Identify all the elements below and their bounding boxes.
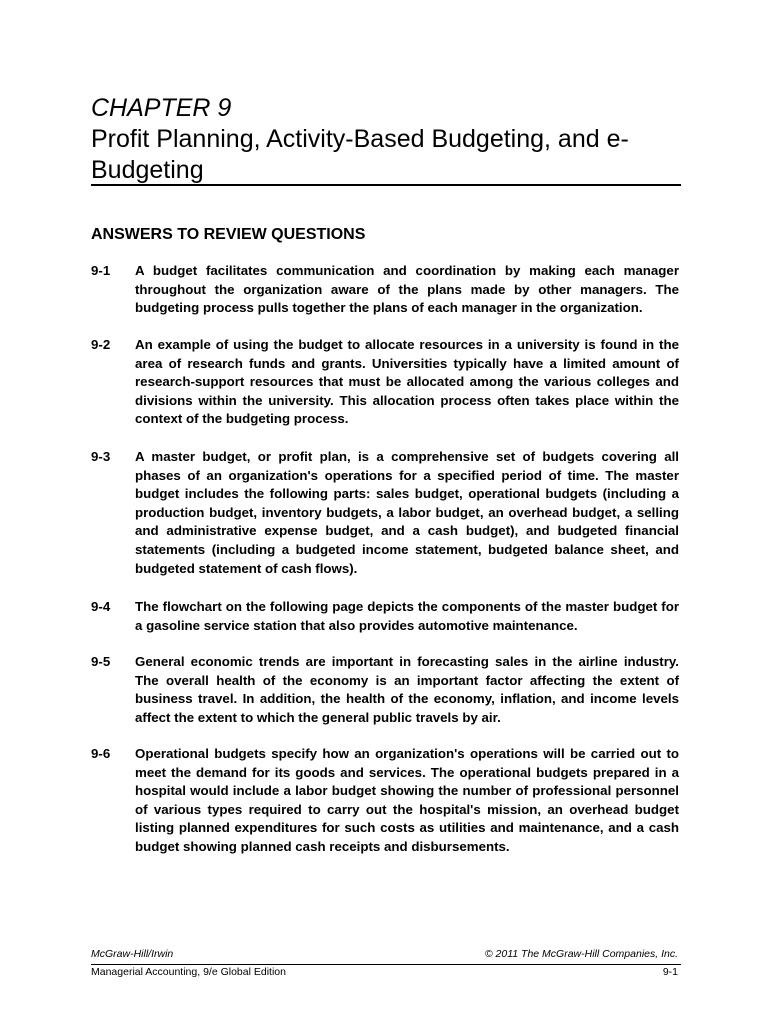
footer-copyright: © 2011 The McGraw-Hill Companies, Inc. xyxy=(484,948,678,960)
question-answer: A budget facilitates communication and coordination by making each manager throughout the organization aware of the plans made by other managers. The budgeting process pulls together the plans of each manager in the organization. xyxy=(135,263,679,316)
section-heading: ANSWERS TO REVIEW QUESTIONS xyxy=(91,226,366,243)
question-number: 9-3 xyxy=(91,449,111,464)
footer-page-number: 9-1 xyxy=(662,966,678,978)
chapter-label: CHAPTER 9 xyxy=(91,94,232,122)
question-answer: General economic trends are important in forecasting sales in the airline industry. The overall health of the economy is an important factor affecting the extent of business travel. In addition, the health of the economy, inflation, and income levels affect the extent to which the general public travels by air. xyxy=(135,654,679,725)
chapter-title: Profit Planning, Activity-Based Budgeting, and e-Budgeting xyxy=(91,125,629,184)
footer-divider xyxy=(91,964,681,965)
question-number: 9-1 xyxy=(91,263,111,278)
question-number: 9-4 xyxy=(91,599,111,614)
question-answer: Operational budgets specify how an organization's operations will be carried out to meet the demand for its goods and services. The operational budgets prepared in a hospital would include a labor budget showing the number of professional personnel of various types required to carry out the hospital's mission, an overhead budget listing planned expenditures for such costs as utilities and maintenance, and a cash budget showing planned cash receipts and disbursements. xyxy=(135,746,679,854)
question-number: 9-6 xyxy=(91,746,111,761)
question-answer: The flowchart on the following page depicts the components of the master budget for a gasoline service station that also provides automotive maintenance. xyxy=(135,599,679,633)
question-answer: An example of using the budget to allocate resources in a university is found in the area of research funds and grants. Universities typically have a limited amount of research-support resources that must be allocated among the various colleges and divisions within the university. This allocation process often takes place within the context of the budgeting process. xyxy=(135,337,679,427)
footer-publisher: McGraw-Hill/Irwin xyxy=(91,948,174,960)
question-answer: A master budget, or profit plan, is a comprehensive set of budgets covering all phases of an organization's operations for a specified period of time. The master budget includes the following parts: sales budget, operational budgets (including a production budget, inventory budgets, a labor budget, an overhead budget, a selling and administrative expense budget, and a cash budget), and budgeted financial statements (including a budgeted income statement, budgeted balance sheet, and budgeted statement of cash flows). xyxy=(135,449,679,576)
footer-book-title: Managerial Accounting, 9/e Global Edition xyxy=(91,966,286,978)
title-divider xyxy=(91,184,681,186)
question-number: 9-5 xyxy=(91,654,111,669)
question-number: 9-2 xyxy=(91,337,111,352)
